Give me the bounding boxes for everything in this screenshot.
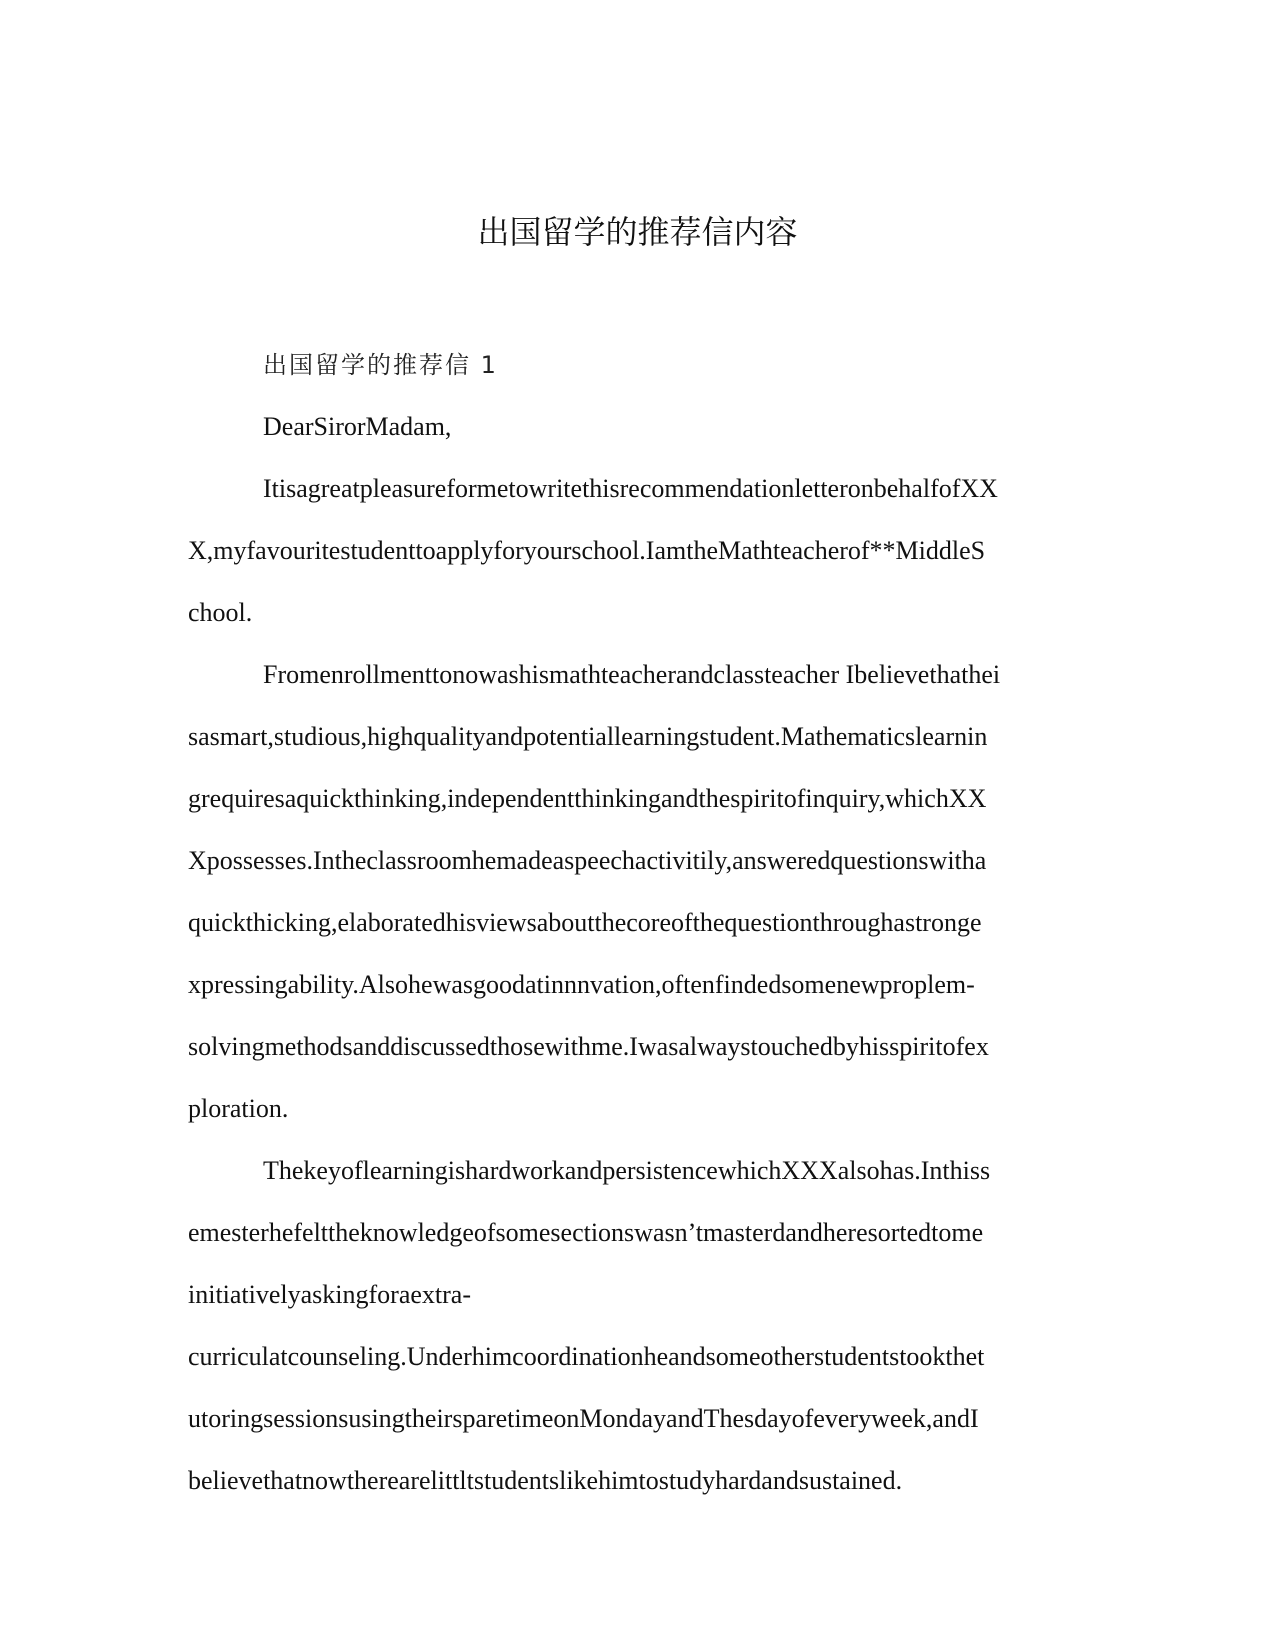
paragraph-line: ItisagreatpleasureformetowritethisrecommendationletteronbehalfofXX — [263, 474, 998, 503]
document-body — [188, 334, 1088, 1512]
paragraph-1 — [188, 458, 1088, 644]
paragraph-line: emesterhefelttheknowledgeofsomesectionswasn’tmasterdandheresortedtome — [188, 1218, 984, 1247]
paragraph-line: Fromenrollmenttonowashismathteacherandclassteacher Ibelievethathei — [263, 660, 1001, 689]
section-heading: 出国留学的推荐信 1 — [263, 351, 498, 379]
paragraph-line: sasmart,studious,highqualityandpotentiallearningstudent.Mathematicslearnin — [188, 722, 988, 751]
paragraph-line: ploration. — [188, 1094, 289, 1123]
salutation: DearSirorMadam, — [263, 412, 452, 441]
paragraph-line: Xpossesses.Intheclassroomhemadeaspeechactivitily,answeredquestionswitha — [188, 846, 987, 875]
paragraph-line: xpressingability.Alsohewasgoodatinnnvation,oftenfindedsomenewproplem- — [188, 970, 975, 999]
paragraph-line: ThekeyoflearningishardworkandpersistencewhichXXXalsohas.Inthiss — [263, 1156, 991, 1185]
paragraph-line: grequiresaquickthinking,independentthinkingandthespiritofinquiry,whichXX — [188, 784, 987, 813]
paragraph-2 — [188, 644, 1088, 1140]
paragraph-line: initiativelyaskingforaextra- — [188, 1280, 472, 1309]
paragraph-3 — [188, 1140, 1088, 1512]
paragraph-line: curriculatcounseling.Underhimcoordinationheandsomeotherstudentstookthet — [188, 1342, 985, 1371]
document-title: 出国留学的推荐信内容 — [477, 213, 798, 251]
paragraph-line: believethatnowtherearelittltstudentslikehimtostudyhardandsustained. — [188, 1466, 903, 1495]
paragraph-line: X,myfavouritestudenttoapplyforyourschool.IamtheMathteacherof**MiddleS — [188, 536, 986, 565]
paragraph-line: quickthicking,elaboratedhisviewsaboutthecoreofthequestionthroughastronge — [188, 908, 982, 937]
paragraph-line: solvingmethodsanddiscussedthosewithme.Iwasalwaystouchedbyhisspiritofex — [188, 1032, 989, 1061]
paragraph-line: utoringsessionsusingtheirsparetimeonMondayandThesdayofeveryweek,andI — [188, 1404, 979, 1433]
paragraph-line: chool. — [188, 598, 253, 627]
